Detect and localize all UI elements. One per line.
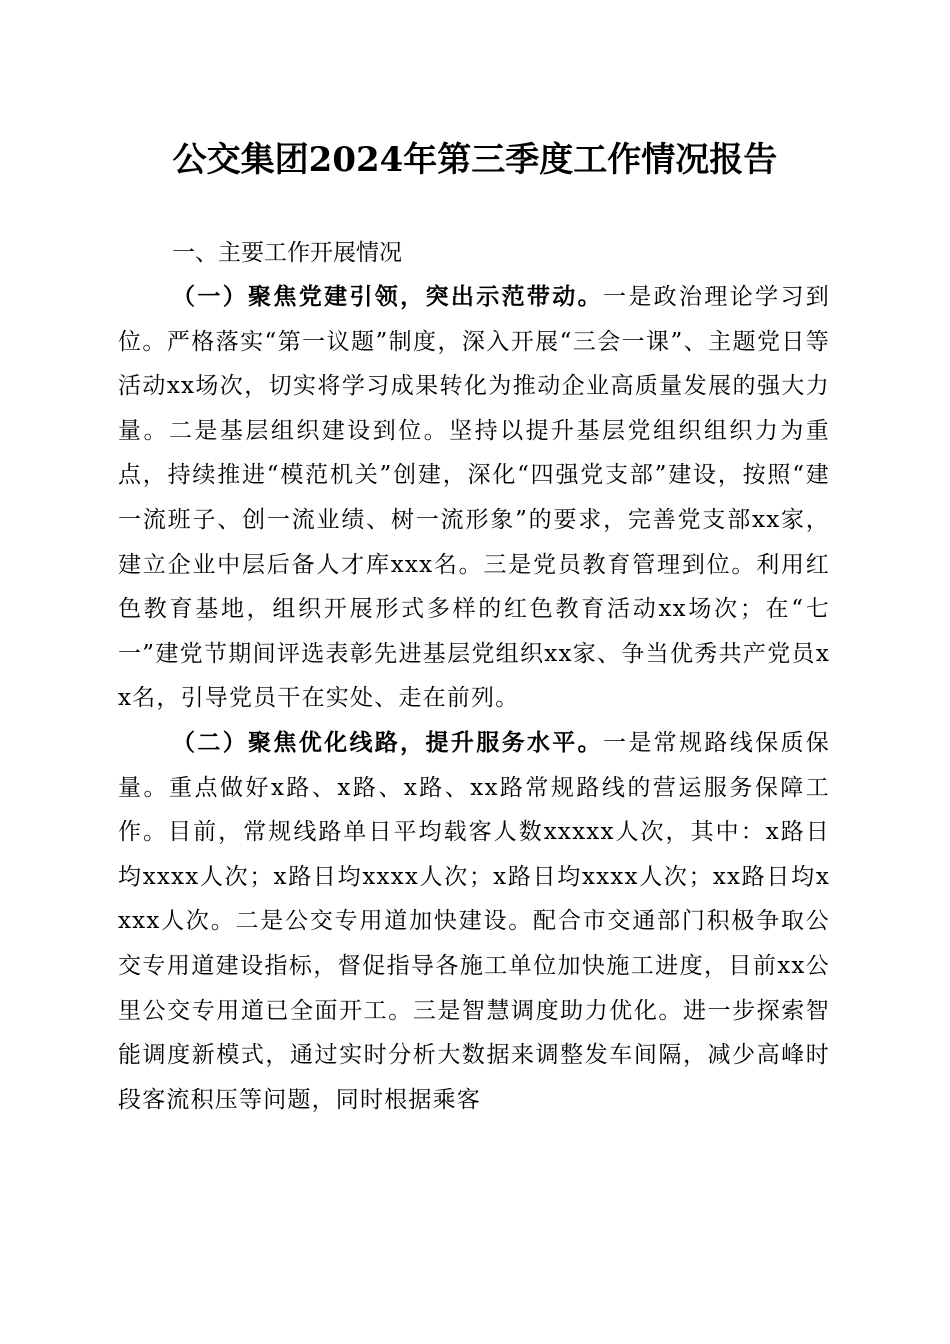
- section-heading: 一、主要工作开展情况: [172, 240, 402, 266]
- paragraph-text: 一是政治理论学习到位。严格落实“第一议题”制度，深入开展“三会一课”、主题党日等活动xx场次，切实将学习成果转化为推动企业高质量发展的强大力量。二是基层组织建设到位。坚持以提升基层党组织组织力为重点，持续推进“模范机关”创建，深化“四强党支部”建设，按照“建一流班子、创一流业绩、树一流形象”的要求，完善党支部xx家，建立企业中层后备人才库xxx名。三是党员教育管理到位。利用红色教育基地，组织开展形式多样的红色教育活动xx场次；在“七一”建党节期间评选表彰先进基层党组织xx家、争当优秀共产党员xx名，引导党员干在实处、走在前列。: [118, 284, 830, 712]
- paragraph-lead: （二）聚焦优化线路，提升服务水平。: [172, 728, 603, 756]
- paragraph-lead: （一）聚焦党建引领，突出示范带动。: [172, 283, 603, 310]
- document-title: 公交集团2024年第三季度工作情况报告: [172, 140, 778, 180]
- paragraph-text: 一是常规路线保质保量。重点做好x路、x路、x路、xx路常规路线的营运服务保障工作。目前，常规线路单日平均载客人数xxxxx人次，其中：x路日均xxxx人次；x路日均xxxx人次；x路日均xxxx人次；xx路日均xxxx人次。二是公交专用道加快建设。配合市交通部门积极争取公交专用道建设指标，督促指导各施工单位加快施工进度，目前xx公里公交专用道已全面开工。三是智慧调度助力优化。进一步探索智能调度新模式，通过实时分析大数据来调整发车间隔，减少高峰时段客流积压等问题，同时根据乘客: [118, 729, 830, 1113]
- document-body: [118, 231, 830, 1122]
- paragraph-route-optimization: [118, 721, 830, 1122]
- paragraph-party-building: [118, 275, 830, 721]
